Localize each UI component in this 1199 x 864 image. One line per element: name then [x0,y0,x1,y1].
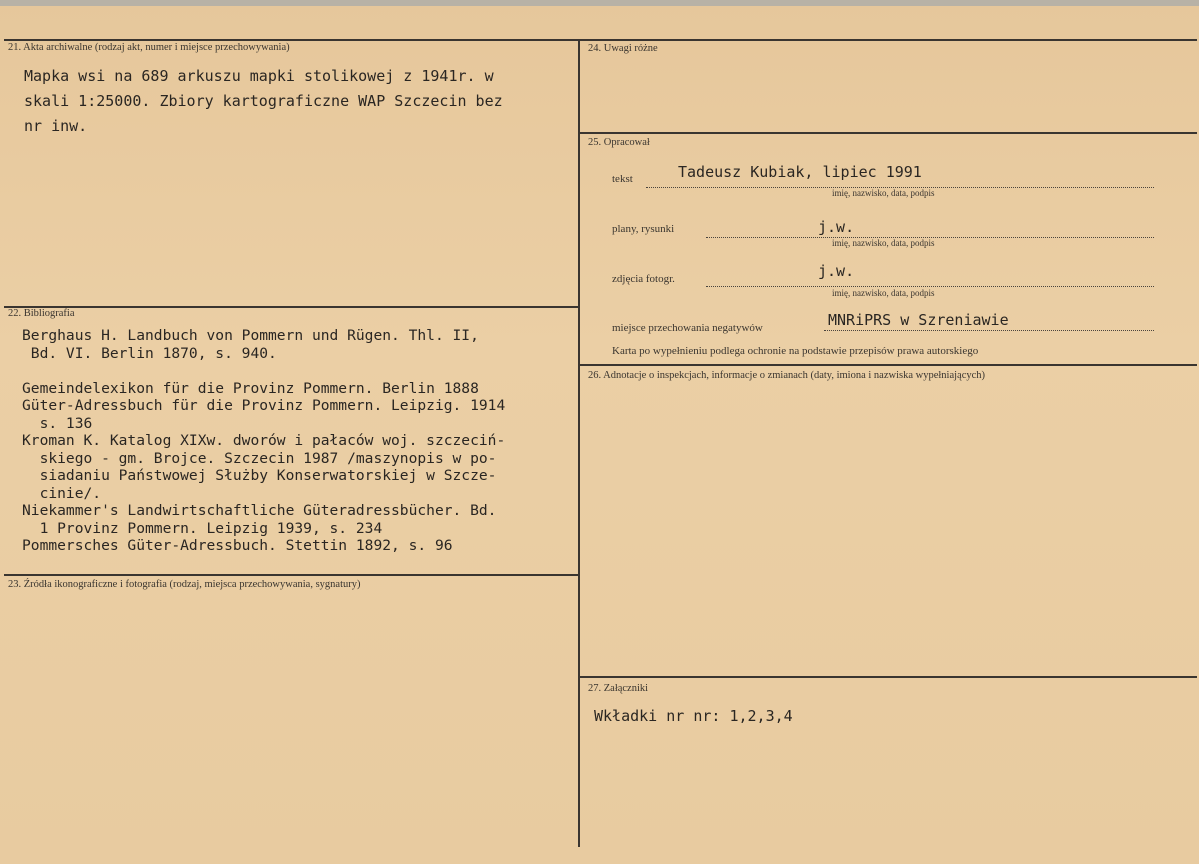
zdjecia-value: j.w. [818,262,855,280]
zdjecia-label: zdjęcia fotogr. [612,273,675,285]
copyright-note: Karta po wypełnieniu podlega ochronie na podstawie przepisów prawa autorskiego [612,345,979,357]
negatywy-line [824,330,1154,331]
section-21-label: 21. Akta archiwalne (rodzaj akt, numer i miejsce przechowywania) [8,42,290,53]
section-27-label: 27. Załączniki [588,683,649,694]
section-27-text: Wkładki nr nr: 1,2,3,4 [594,707,793,725]
zdjecia-caption: imię, nazwisko, data, podpis [832,288,935,298]
section-24-label: 24. Uwagi różne [588,43,658,54]
record-card [0,6,1199,864]
negatywy-label: miejsce przechowania negatywów [612,322,763,334]
tekst-value: Tadeusz Kubiak, lipiec 1991 [678,163,922,181]
section-22-bibliography: Berghaus H. Landbuch von Pommern und Rügen. Thl. II, Bd. VI. Berlin 1870, s. 940. Gemeindelexikon für die Provinz Pommern. Berlin 1888 Güter-Adressbuch für die Provinz Pommern. Leipzig. 1914 s. 136 Kroman K. Katalog XIXw. dworów i pałaców woj. szczeciń- skiego - gm. Brojce. Szczecin 1987 /maszynopis w po- siadaniu Państwowej Służby Konserwatorskiej w Szcze- cinie/. Niekammer's Landwirtschaftliche Güteradressbücher. Bd. 1 Provinz Pommern. Leipzig 1939, s. 234 Pommersches Güter-Adressbuch. Stettin 1892, s. 96 [22,327,506,554]
divider-24-25 [579,132,1197,134]
divider-22-23 [4,574,579,576]
tekst-label: tekst [612,173,633,185]
tekst-caption: imię, nazwisko, data, podpis [832,188,935,198]
divider-25-26 [579,364,1197,366]
negatywy-value: MNRiPRS w Szreniawie [828,311,1009,329]
top-rule [4,39,1197,41]
section-26-label: 26. Adnotacje o inspekcjach, informacje o zmianach (daty, imiona i nazwiska wypełniających) [588,370,986,381]
plany-value: j.w. [818,218,855,236]
section-23-label: 23. Źródła ikonograficzne i fotografia (rodzaj, miejsca przechowywania, sygnatury) [8,579,361,590]
divider-26-27 [579,676,1197,678]
zdjecia-line [706,286,1154,287]
section-25-label: 25. Opracował [588,137,650,148]
center-divider [578,39,580,847]
section-21-text: Mapka wsi na 689 arkuszu mapki stolikowej z 1941r. w skali 1:25000. Zbiory kartograficzne WAP Szczecin bez nr inw. [24,67,503,135]
divider-21-22 [4,306,579,308]
plany-label: plany, rysunki [612,223,675,235]
section-22-label: 22. Bibliografia [8,308,75,319]
plany-caption: imię, nazwisko, data, podpis [832,238,935,248]
